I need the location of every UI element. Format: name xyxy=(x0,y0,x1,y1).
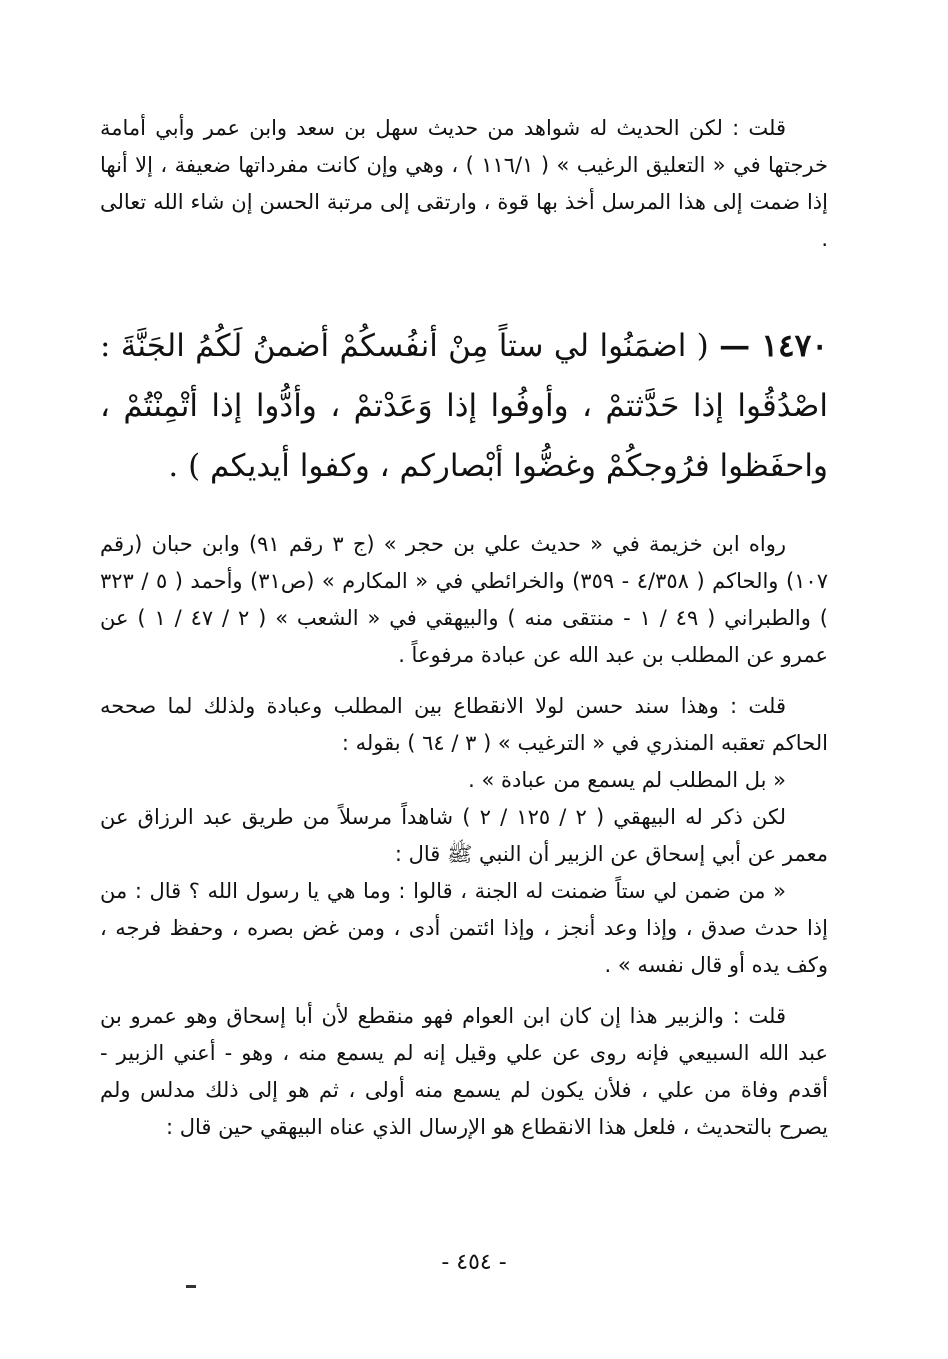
spacer xyxy=(100,984,828,998)
page-body xyxy=(100,110,828,1146)
paragraph-bayhaqi-shahid: لكن ذكر له البيهقي ( ٢ / ١٢٥ / ٢ ) شاهداً مرسلاً من طريق عبد الرزاق عن معمر عن أبي إسحاق عن الزبير أن النبي ﷺ قال : xyxy=(100,805,828,866)
hadith-text: ( اضمَنُوا لي ستاً مِنْ أنفُسكُمْ أضمنُ لَكُمُ الجَنَّةَ : اصْدُقُوا إذا حَدَّثتمْ ، وأوفُوا إذا وَعَدْتمْ ، وأدُّوا إذا أتْمِنْتُمْ ، واحفَظوا فرُوجكُمْ وغضُّوا أبْصاركم ، وكفوا أيديكم ) . xyxy=(100,328,828,484)
paragraph-commentary-1: قلت : لكن الحديث له شواهد من حديث سهل بن سعد وابن عمر وأبي أمامة خرجتها في « التعليق الرغيب » ( ١١٦/١ ) ، وهي وإن كانت مفرداتها ضعيفة ، إلا أنها إذا ضمت إلى هذا المرسل أخذ بها قوة ، وارتقى إلى مرتبة الحسن إن شاء الله تعالى . xyxy=(100,116,828,251)
print-mark xyxy=(186,1285,196,1288)
spacer xyxy=(100,674,828,688)
hadith-number: ١٤٧٠ — xyxy=(719,328,828,364)
spacer xyxy=(100,258,828,316)
spacer xyxy=(100,496,828,526)
paragraph-takhrij: رواه ابن خزيمة في « حديث علي بن حجر » (ج ٣ رقم ٩١) وابن حبان (رقم ١٠٧) والحاكم ( ٤/٣٥٨ - ٣٥٩) والخرائطي في « المكارم » (ص٣١) وأحمد ( ٥ / ٣٢٣ ) والطبراني ( ٤٩ / ١ - منتقى منه ) والبيهقي في « الشعب » ( ٢ / ٤٧ / ١ ) عن عمرو عن المطلب بن عبد الله عن عبادة مرفوعاً . xyxy=(100,532,828,667)
paragraph-commentary-2: قلت : وهذا سند حسن لولا الانقطاع بين المطلب وعبادة ولذلك لما صححه الحاكم تعقبه المنذري في « الترغيب » ( ٣ / ٦٤ ) بقوله : xyxy=(100,694,828,755)
paragraph-mursal-text: « من ضمن لي ستاً ضمنت له الجنة ، قالوا : وما هي يا رسول الله ؟ قال : من إذا حدث صدق ، وإذا وعد أنجز ، وإذا ائتمن أدى ، ومن غض بصره ، وحفظ فرجه ، وكف يده أو قال نفسه » . xyxy=(100,879,828,977)
hadith-block xyxy=(100,316,828,496)
paragraph-quote-mundhiri: « بل المطلب لم يسمع من عبادة » . xyxy=(468,768,786,792)
page-number: - ٤٥٤ - xyxy=(441,1250,507,1275)
paragraph-commentary-3: قلت : والزبير هذا إن كان ابن العوام فهو منقطع لأن أبا إسحاق وهو عمرو بن عبد الله السبيعي فإنه روى عن علي وقيل إنه لم يسمع منه ، وهو - أعني الزبير - أقدم وفاة من علي ، فلأن يكون لم يسمع منه أولى ، ثم هو إلى ذلك مدلس ولم يصرح بالتحديث ، فلعل هذا الانقطاع هو الإرسال الذي عناه البيهقي حين قال : xyxy=(100,1004,828,1139)
